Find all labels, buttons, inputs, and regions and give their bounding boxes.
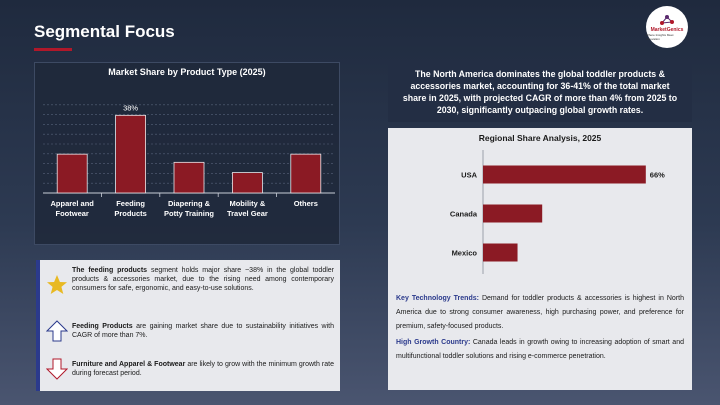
company-logo <box>646 6 688 48</box>
insight-text: The feeding products segment holds major share ~38% in the global toddler products & accessories market, due to the rising need among contemporary consumers for safe, ergonomic, and easy-to-use solutions. <box>72 267 335 292</box>
insight-item <box>40 266 340 314</box>
network-logo-icon <box>658 13 676 27</box>
insights-panel <box>36 260 340 391</box>
bar <box>116 115 146 193</box>
insight-item <box>40 318 340 348</box>
bar <box>57 154 87 193</box>
category-label: Others <box>293 199 318 208</box>
category-label: Potty Training <box>163 209 215 218</box>
category-label: Travel Gear <box>226 209 268 218</box>
bar <box>174 162 204 193</box>
product-share-chart-panel <box>34 62 340 245</box>
bar <box>232 173 262 193</box>
data-label: 66% <box>649 170 665 180</box>
bar <box>291 154 321 193</box>
data-label: 38% <box>123 103 139 113</box>
growth-country-note: High Growth Country: Canada leads in growth owing to increasing adoption of smart and multifunctional toddler solutions and rising e-commerce penetration. <box>396 339 684 360</box>
category-label: Mobility & <box>229 199 266 208</box>
insight-text: Feeding Products are gaining market share due to sustainability initiatives with CAGR of more than 7%. <box>72 323 334 339</box>
page-title: Segmental Focus <box>34 22 175 41</box>
title-underline <box>34 48 72 51</box>
regional-chart-title: Regional Share Analysis, 2025 <box>478 133 602 143</box>
north-america-summary: The North America dominates the global toddler products & accessories market, accounting for 36-41% of the total market share in 2025, with projected CAGR of more than 4% from 2025 to 2030, significantly outpacing global growth rates. <box>388 62 692 122</box>
chart-title: Market Share by Product Type (2025) <box>108 67 266 77</box>
bar <box>483 166 646 184</box>
category-label: USA <box>461 170 477 180</box>
category-label: Mexico <box>451 248 477 258</box>
insight-item <box>40 356 340 386</box>
regional-share-bar-chart <box>388 128 692 288</box>
regional-share-panel <box>388 128 692 390</box>
tech-trends-note: Key Technology Trends: Demand for toddler products & accessories is highest in North America due to strong consumer awareness, high purchasing power, and preference for premium, safety-focused products. <box>396 295 684 330</box>
bar <box>483 244 518 262</box>
category-label: Canada <box>449 209 477 219</box>
category-label: Diapering & <box>167 199 211 208</box>
arrow-up-icon <box>46 320 68 342</box>
logo-name: MarketGenics <box>650 27 684 33</box>
arrow-down-icon <box>46 358 68 380</box>
regional-notes <box>396 292 684 366</box>
logo-tagline: Where Insights Meet Innovation <box>646 33 674 41</box>
star-icon <box>46 274 68 296</box>
product-share-bar-chart <box>35 63 341 246</box>
insight-text: Furniture and Apparel & Footwear are likely to grow with the minimum growth rate during forecast period. <box>72 361 334 377</box>
category-label: Footwear <box>55 209 89 218</box>
category-label: Feeding <box>116 199 145 208</box>
category-label: Apparel and <box>50 199 94 208</box>
bar <box>483 205 542 223</box>
category-label: Products <box>114 209 147 218</box>
